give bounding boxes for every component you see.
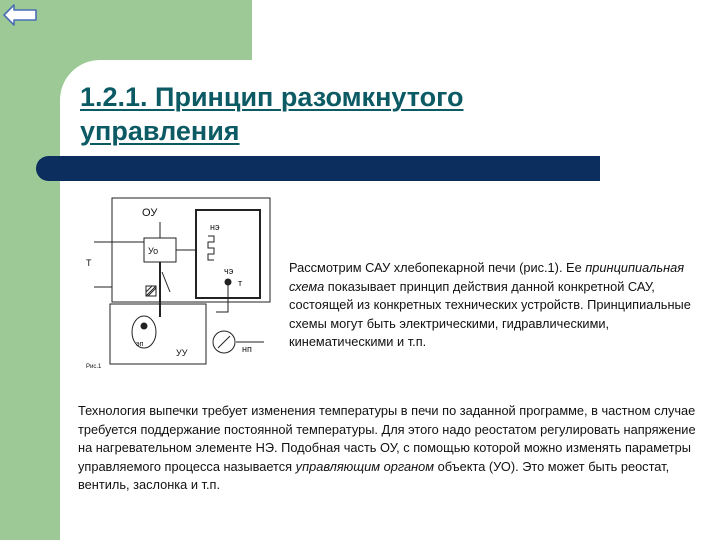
intro-text-start: Рассмотрим САУ хлебопекарной печи (рис.1). Ее — [289, 260, 586, 275]
label-uu: УУ — [176, 348, 188, 358]
label-che: чэ — [224, 266, 234, 276]
label-ou: ОУ — [142, 207, 158, 219]
body-emphasis: управляющим органом — [295, 458, 435, 474]
body-paragraph — [78, 402, 698, 495]
label-t-input: Т — [86, 258, 92, 268]
intro-text-end: показывает принцип действия данной конкретной САУ, состоящей из конкретных технических устройств. Принципиальные схемы могут быть электрическими, гидравлическими, кинематическими и т.п. — [289, 278, 691, 349]
body-text-end: объекта (УО). Это может быть реостат, вентиль, заслонка и т.п. — [78, 458, 670, 492]
label-ep: эп — [136, 341, 144, 348]
figure-caption: Рис.1 — [86, 364, 102, 370]
title-divider-bar — [36, 156, 600, 181]
oven-control-diagram — [84, 192, 284, 372]
label-t-sensor: т — [238, 278, 243, 288]
slide-title: 1.2.1. Принцип разомкнутого управления — [80, 82, 464, 146]
label-np: нп — [242, 344, 252, 354]
back-arrow-icon[interactable] — [2, 2, 38, 28]
label-uo: Уо — [148, 246, 159, 256]
body-text-start: Технология выпечки требует изменения температуры в печи по заданной программе, в частном случае требуется поддержание постоянной температуры. Для этого надо реостатом регулировать напряжение на нагревательном элементе НЭ. Подобная часть ОУ, с помощью которой можно изменять параметры управляемого процесса называется — [78, 403, 696, 474]
intro-paragraph — [289, 259, 709, 352]
intro-emphasis: принципиальная схема — [289, 260, 685, 294]
label-ne: нэ — [210, 222, 220, 232]
